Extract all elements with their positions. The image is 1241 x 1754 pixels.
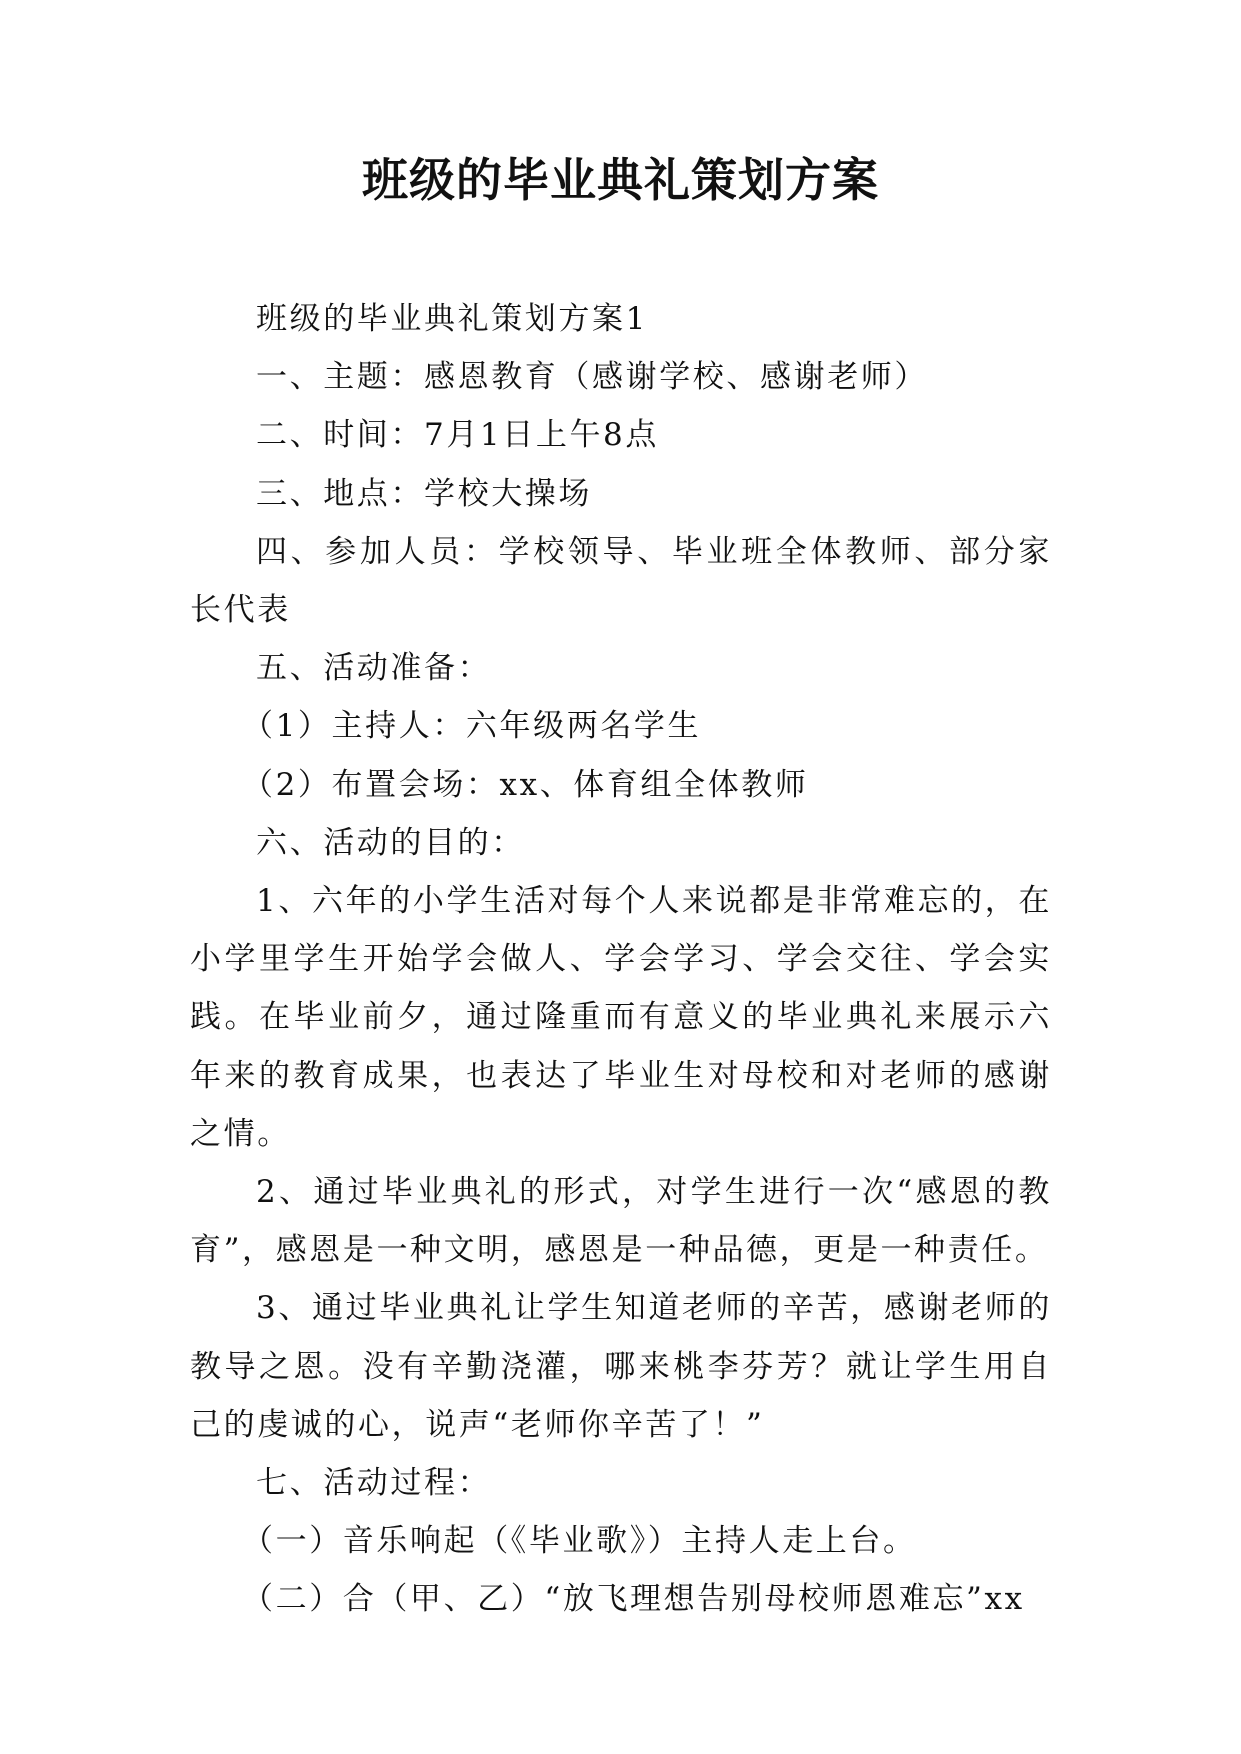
paragraph-process-2: （二）合（甲、乙）“放飞理想告别母校师恩难忘”xx [242,1581,1025,1618]
paragraph-host: （1）主持人：六年级两名学生 [242,708,702,745]
paragraph-preparation: 五、活动准备： [256,650,492,687]
paragraph-process-1: （一）音乐响起（《毕业歌》）主持人走上台。 [242,1523,917,1560]
paragraph-theme: 一、主题：感恩教育（感谢学校、感谢老师） [256,359,928,396]
paragraph-location: 三、地点：学校大操场 [256,475,592,512]
document-body [190,290,1052,1629]
paragraph-purpose-3: 3、通过毕业典礼让学生知道老师的辛苦，感谢老师的教导之恩。没有辛勤浇灌，哪来桃李芬芳？就让学生用自己的虔诚的心，说声“老师你辛苦了！” [190,1290,1052,1443]
paragraph-participants: 四、参加人员：学校领导、毕业班全体教师、部分家长代表 [190,533,1052,629]
paragraph-purpose-1: 1、六年的小学生活对每个人来说都是非常难忘的，在小学里学生开始学会做人、学会学习、学会交往、学会实践。在毕业前夕，通过隆重而有意义的毕业典礼来展示六年来的教育成果，也表达了毕业生对母校和对老师的感谢之情。 [190,883,1052,1152]
paragraph-time: 二、时间：7月1日上午8点 [256,417,659,454]
paragraph-purpose: 六、活动的目的： [256,824,525,861]
paragraph-plan-heading: 班级的毕业典礼策划方案1 [256,301,648,337]
paragraph-purpose-2: 2、通过毕业典礼的形式，对学生进行一次“感恩的教育”，感恩是一种文明，感恩是一种品德，更是一种责任。 [190,1174,1052,1269]
document-title: 班级的毕业典礼策划方案 [362,153,879,207]
paragraph-process: 七、活动过程： [256,1465,492,1502]
paragraph-venue-setup: （2）布置会场：xx、体育组全体教师 [242,766,809,803]
